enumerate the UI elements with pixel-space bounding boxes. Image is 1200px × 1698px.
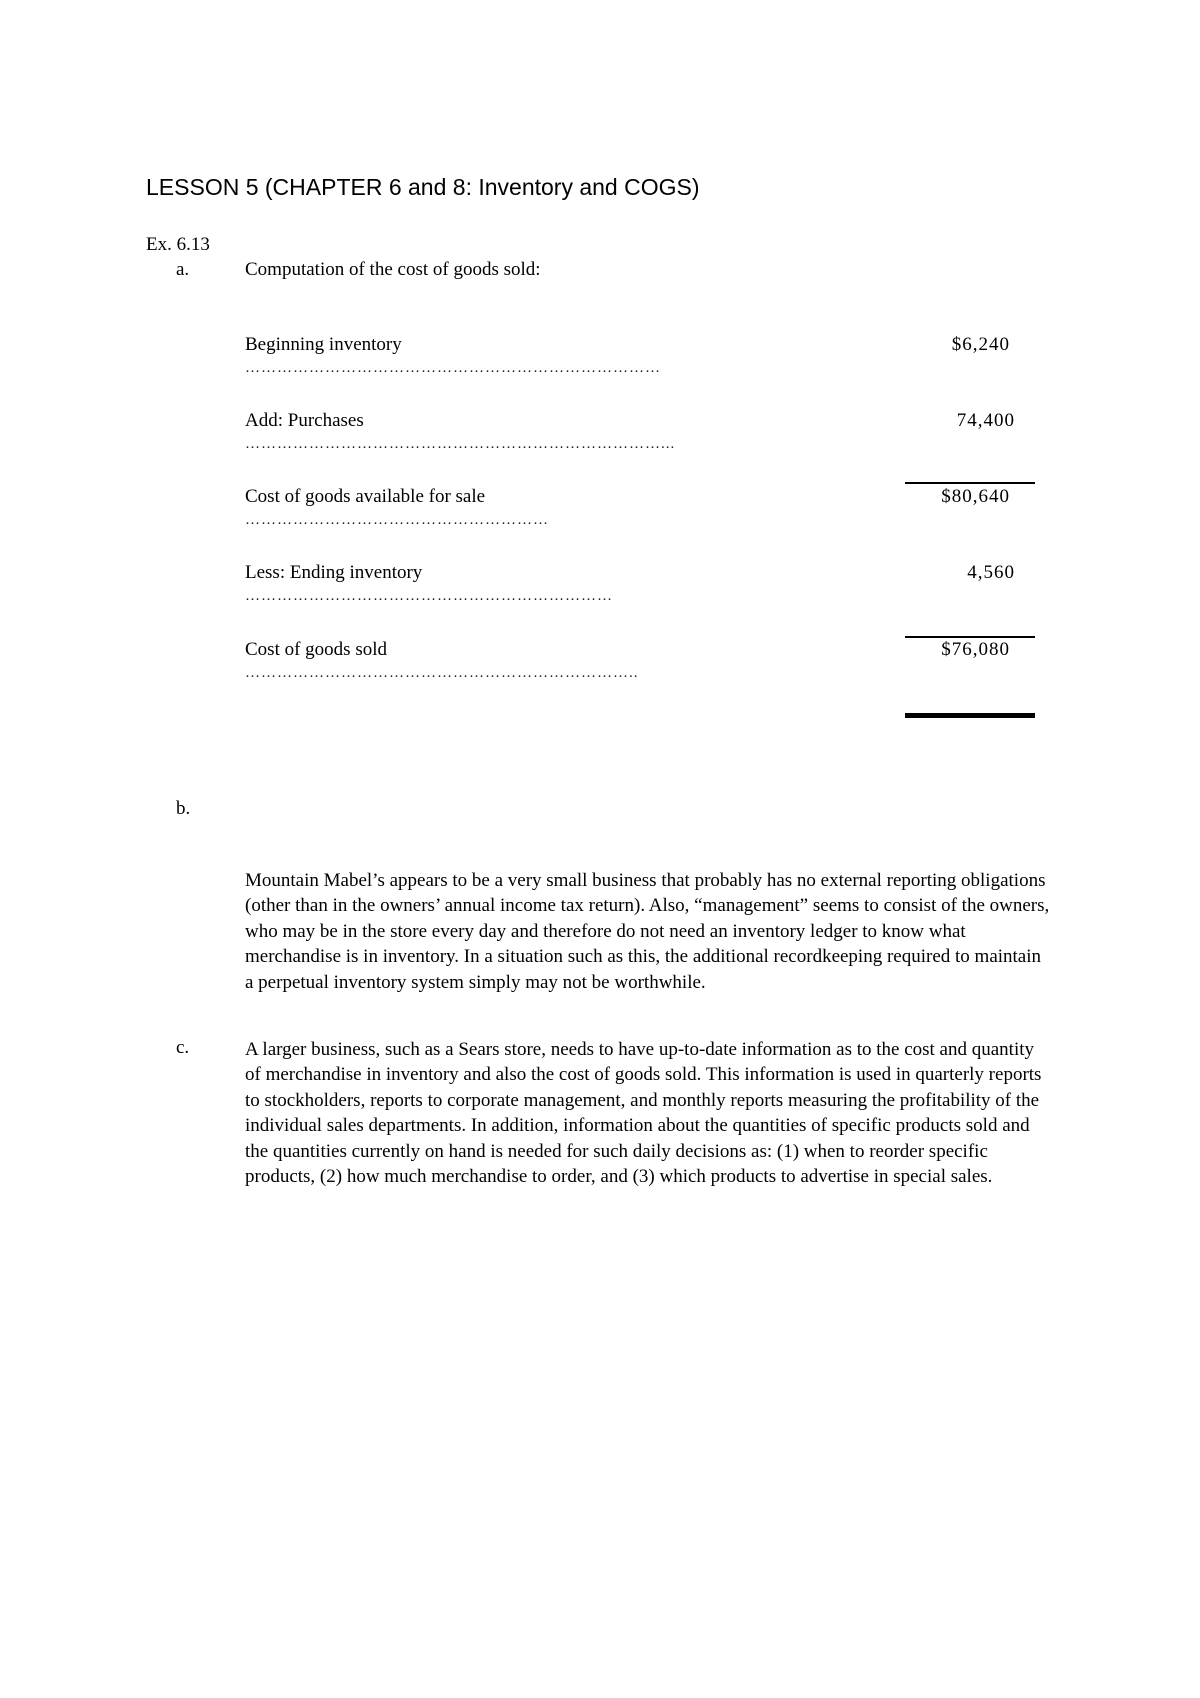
- total-double-rule: [905, 713, 1035, 718]
- leader-dots: ……………………………………………………………………...: [245, 436, 676, 452]
- ending-inventory-row: [245, 562, 1035, 622]
- row-label: Less: Ending inventory: [245, 562, 423, 583]
- subtotal-rule: [905, 482, 1035, 484]
- subtotal-rule: [905, 636, 1035, 638]
- part-b-paragraph: Mountain Mabel’s appears to be a very small business that probably has no external reporting obligations (other than in the owners’ annual income tax return). Also, “management” seems to consist of the owners, who may be in the store every day and therefore do not need an inventory ledger to know what merchandise is in inventory. In a situation such as this, the additional recordkeeping required to maintain a perpetual inventory system simply may not be worthwhile.: [245, 870, 1050, 993]
- row-amount: 4,560: [967, 562, 1015, 583]
- part-c-paragraph: A larger business, such as a Sears store, needs to have up-to-date information as to the cost and quantity of merchandise in inventory and also the cost of goods sold. This information is used in quarterly reports to stockholders, reports to corporate management, and monthly reports measuring the profitability of the individual sales departments. In addition, information about the quantities of specific products sold and the quantities currently on hand is needed for such daily decisions as: (1) when to reorder specific products, (2) how much merchandise to order, and (3) which products to advertise in special sales.: [245, 1039, 1042, 1188]
- leader-dots: ……………………………………………………………………: [245, 360, 661, 376]
- goods-available-row: [245, 486, 1035, 546]
- leader-dots: ………………………………………………………………..: [245, 665, 639, 681]
- exercise-label: Ex. 6.13: [146, 234, 210, 255]
- leader-dots: …………………………………………………: [245, 512, 549, 528]
- beginning-inventory-row: [245, 334, 1035, 394]
- row-label: Beginning inventory: [245, 334, 402, 355]
- page-title: LESSON 5 (CHAPTER 6 and 8: Inventory and COGS): [146, 174, 700, 200]
- part-a-intro: Computation of the cost of goods sold:: [245, 259, 541, 280]
- part-a-letter: a.: [176, 259, 190, 280]
- row-label: Cost of goods sold: [245, 639, 387, 660]
- row-amount: $80,640: [941, 486, 1010, 507]
- cost-of-goods-sold-row: [245, 639, 1035, 699]
- row-amount: $76,080: [941, 639, 1010, 660]
- row-label: Cost of goods available for sale: [245, 486, 486, 507]
- leader-dots: ……………………………………………………………: [245, 588, 613, 604]
- part-b-letter: b.: [176, 798, 191, 819]
- row-label: Add: Purchases: [245, 410, 364, 431]
- row-amount: 74,400: [956, 410, 1015, 431]
- part-c-letter: c.: [176, 1037, 190, 1058]
- row-amount: $6,240: [951, 334, 1010, 355]
- purchases-row: [245, 410, 1035, 470]
